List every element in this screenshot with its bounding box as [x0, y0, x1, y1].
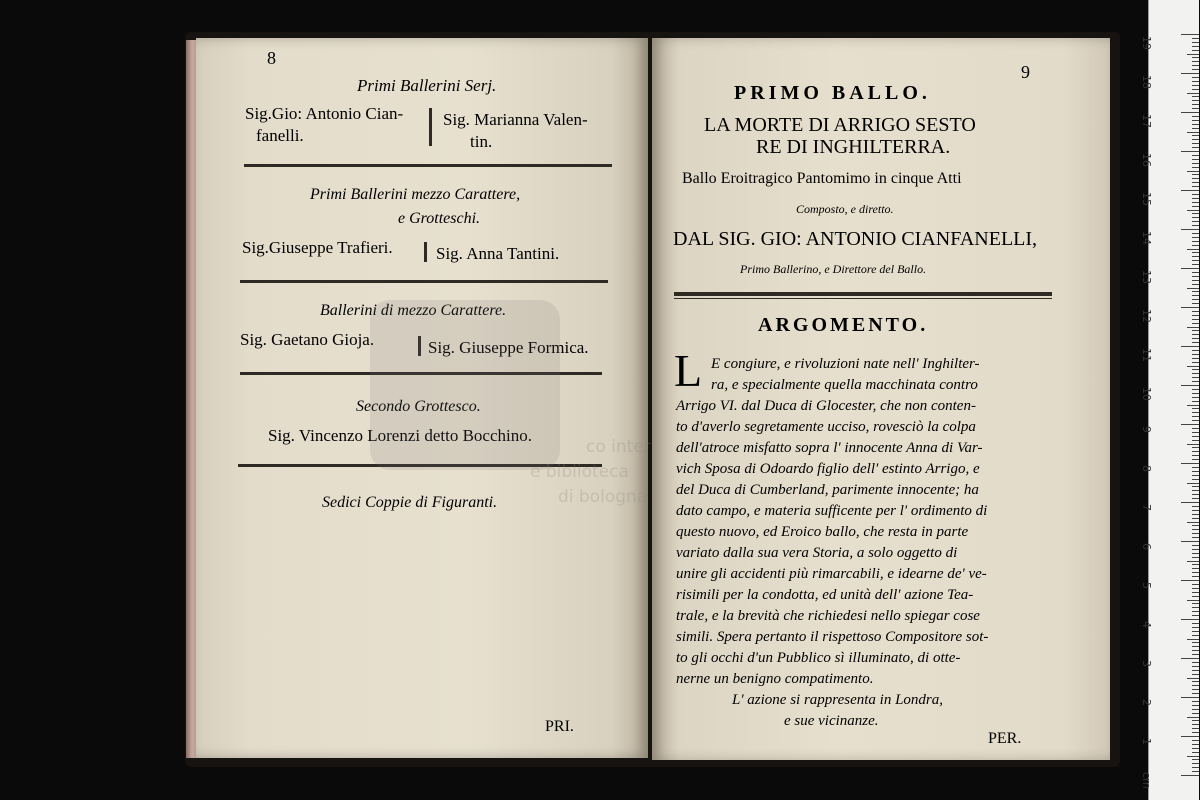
ballo-title: PRIMO BALLO. [734, 82, 931, 104]
ruler-tick [1192, 752, 1199, 753]
ruler-tick [1192, 685, 1199, 686]
ruler-tick [1192, 315, 1199, 316]
ruler-tick [1192, 124, 1199, 125]
section-heading-mezzo-grotteschi: Primi Ballerini mezzo Carattere, [310, 186, 521, 203]
left-page-number: 8 [267, 48, 276, 68]
title-rule-thin [674, 298, 1052, 299]
ruler-tick [1192, 401, 1199, 402]
ruler-tick [1192, 108, 1199, 109]
ruler-tick [1192, 568, 1199, 569]
ruler-tick [1192, 763, 1199, 764]
title-rule [674, 292, 1052, 296]
dancer-name: Sig. Gaetano Gioja. [240, 330, 375, 349]
ruler-tick [1181, 190, 1199, 191]
ruler-tick [1192, 362, 1199, 363]
figuranti-line: Sedici Coppie di Figuranti. [322, 494, 498, 511]
ruler-tick [1181, 658, 1199, 659]
ruler-tick [1192, 689, 1199, 690]
ruler-tick [1192, 358, 1199, 359]
watermark-logo [370, 300, 560, 470]
ruler-tick [1192, 323, 1199, 324]
ruler-tick [1192, 206, 1199, 207]
body-line: to gli occhi d'un Pubblico sì illuminato, di otte- [676, 650, 961, 666]
ruler-tick [1192, 646, 1199, 647]
ruler-tick [1192, 529, 1199, 530]
ballo-subtitle: RE DI INGHILTERRA. [756, 136, 951, 158]
ruler-tick [1192, 666, 1199, 667]
dancer-name: Sig. Anna Tantini. [436, 244, 560, 263]
watermark-text: co inter [586, 437, 651, 457]
column-divider [424, 242, 427, 262]
ruler-tick [1192, 490, 1199, 491]
ruler-tick [1192, 182, 1199, 183]
ruler-tick [1187, 171, 1199, 172]
ruler-tick [1192, 120, 1199, 121]
ruler-tick [1187, 327, 1199, 328]
ruler-tick [1192, 241, 1199, 242]
ruler-tick [1192, 748, 1199, 749]
ruler-tick [1187, 639, 1199, 640]
body-line: questo nuovo, ed Eroico ballo, che resta in parte [676, 524, 969, 540]
ruler-tick [1192, 350, 1199, 351]
ruler-tick [1192, 447, 1199, 448]
ruler-tick [1192, 116, 1199, 117]
ruler-tick [1192, 330, 1199, 331]
ruler-tick [1181, 112, 1199, 113]
ruler-tick [1181, 463, 1199, 464]
closing-line: L' azione si rappresenta in Londra, [732, 692, 944, 708]
ruler-tick [1192, 584, 1199, 585]
ruler-tick [1192, 100, 1199, 101]
ruler-tick [1192, 377, 1199, 378]
ruler-tick [1192, 412, 1199, 413]
dancer-name: Sig.Giuseppe Trafieri. [242, 238, 393, 257]
drop-cap: L [674, 345, 703, 396]
dancer-name: Sig. Vincenzo Lorenzi detto Bocchino. [268, 426, 532, 445]
ruler-tick [1192, 46, 1199, 47]
composed-line: Composto, e diretto. [796, 202, 894, 216]
ruler-tick [1181, 151, 1199, 152]
dancer-name-cont: tin. [470, 132, 493, 151]
ruler-tick [1187, 288, 1199, 289]
ruler-tick [1192, 615, 1199, 616]
ruler-tick [1192, 245, 1199, 246]
ruler-tick [1192, 705, 1199, 706]
body-line: nerne un benigno compatimento. [676, 671, 874, 687]
ruler-tick [1192, 674, 1199, 675]
ruler-number: 10 [1140, 387, 1153, 401]
ruler-tick [1192, 186, 1199, 187]
ruler-tick [1192, 373, 1199, 374]
ruler-tick [1187, 54, 1199, 55]
ruler-tick [1192, 178, 1199, 179]
ruler-tick [1192, 767, 1199, 768]
ruler-number: 3 [1140, 660, 1153, 667]
ruler-tick [1192, 596, 1199, 597]
ruler-tick [1192, 311, 1199, 312]
ruler-number: 2 [1140, 699, 1153, 706]
ruler-tick [1192, 104, 1199, 105]
ruler-tick [1187, 444, 1199, 445]
ruler-number: 18 [1140, 75, 1153, 89]
ruler-tick [1192, 96, 1199, 97]
ruler-tick [1192, 393, 1199, 394]
ruler-tick [1192, 233, 1199, 234]
ruler-tick [1192, 128, 1199, 129]
ruler-tick [1192, 155, 1199, 156]
ruler-tick [1181, 697, 1199, 698]
body-line: dato campo, e materia sufficente per l' ordimento di [676, 503, 988, 519]
left-catchword: PRI. [545, 718, 574, 735]
ruler-tick [1192, 354, 1199, 355]
ruler-number: 11 [1140, 348, 1153, 362]
ruler-tick [1181, 73, 1199, 74]
section-heading-cont: e Grotteschi. [398, 210, 481, 227]
ruler-tick [1192, 319, 1199, 320]
ruler-tick [1192, 662, 1199, 663]
ruler-tick [1187, 210, 1199, 211]
ruler-number: 7 [1140, 504, 1153, 511]
ruler-tick [1192, 217, 1199, 218]
ruler-tick [1192, 471, 1199, 472]
ruler-tick [1187, 756, 1199, 757]
ruler-tick [1192, 627, 1199, 628]
ruler-tick [1187, 366, 1199, 367]
ruler-tick [1192, 225, 1199, 226]
ruler-tick [1181, 502, 1199, 503]
ruler-tick [1192, 432, 1199, 433]
ruler-tick [1192, 397, 1199, 398]
ruler-tick [1192, 420, 1199, 421]
ruler-tick [1192, 381, 1199, 382]
ruler-tick [1192, 50, 1199, 51]
ruler-tick [1192, 732, 1199, 733]
ruler-tick [1192, 744, 1199, 745]
ruler-tick [1192, 299, 1199, 300]
ruler-tick [1192, 701, 1199, 702]
section-heading-primi-serj: Primi Ballerini Serj. [357, 76, 497, 95]
ruler-tick [1192, 475, 1199, 476]
ruler-tick [1192, 440, 1199, 441]
ruler-tick [1192, 654, 1199, 655]
ruler-unit: cm [1140, 772, 1153, 789]
ruler-tick [1192, 498, 1199, 499]
body-line: simili. Spera pertanto il rispettoso Compositore sot- [676, 629, 989, 645]
ruler-tick [1192, 537, 1199, 538]
ruler-tick [1192, 479, 1199, 480]
ruler-tick [1181, 619, 1199, 620]
author-role: Primo Ballerino, e Direttore del Ballo. [740, 262, 927, 276]
body-line: trale, e la brevità che richiedesi nello spiegar cose [676, 608, 980, 624]
ruler-tick [1192, 720, 1199, 721]
ruler-tick [1192, 221, 1199, 222]
ruler-tick [1192, 194, 1199, 195]
ruler-tick [1192, 451, 1199, 452]
ruler-tick [1192, 545, 1199, 546]
watermark-text: di bologna [558, 487, 648, 507]
ruler-tick [1192, 89, 1199, 90]
body-line: del Duca di Cumberland, parimente innocente; ha [676, 482, 979, 498]
ruler-tick [1187, 93, 1199, 94]
ruler-tick [1192, 256, 1199, 257]
ruler-tick [1192, 564, 1199, 565]
ruler-tick [1181, 346, 1199, 347]
body-line: vich Sposa di Odoardo figlio dell' estinto Arrigo, e [676, 461, 980, 477]
ruler-tick [1181, 736, 1199, 737]
ruler-tick [1192, 69, 1199, 70]
ruler-tick [1192, 713, 1199, 714]
body-line: ra, e specialmente quella macchinata contro [711, 377, 978, 393]
ruler-tick [1192, 709, 1199, 710]
measurement-ruler [1140, 0, 1199, 800]
section-divider [244, 164, 612, 167]
ruler-tick [1192, 436, 1199, 437]
ruler-number: 9 [1140, 426, 1153, 433]
ruler-tick [1192, 174, 1199, 175]
ruler-tick [1187, 561, 1199, 562]
ruler-tick [1192, 280, 1199, 281]
ruler-tick [1192, 284, 1199, 285]
ruler-tick [1192, 369, 1199, 370]
ruler-tick [1192, 416, 1199, 417]
ruler-tick [1192, 252, 1199, 253]
ruler-tick [1192, 147, 1199, 148]
body-line: to d'averlo segretamente ucciso, rovesciò la colpa [676, 419, 976, 435]
dancer-name: Sig. Giuseppe Formica. [428, 338, 589, 357]
ruler-tick [1192, 650, 1199, 651]
ruler-tick [1192, 740, 1199, 741]
section-heading-ballerini-mezzo: Ballerini di mezzo Carattere. [320, 302, 507, 319]
ruler-number: 15 [1140, 192, 1153, 206]
ruler-tick [1192, 510, 1199, 511]
dancer-name: Sig.Gio: Antonio Cian- [245, 104, 404, 123]
ruler-tick [1192, 198, 1199, 199]
ruler-tick [1192, 81, 1199, 82]
ruler-tick [1192, 213, 1199, 214]
ruler-tick [1192, 61, 1199, 62]
ruler-tick [1181, 307, 1199, 308]
ruler-tick [1192, 143, 1199, 144]
ballo-description: Ballo Eroitragico Pantomimo in cinque Atti [682, 170, 962, 187]
ruler-tick [1192, 525, 1199, 526]
ruler-tick [1192, 77, 1199, 78]
ruler-tick [1192, 724, 1199, 725]
body-line: dell'atroce misfatto sopra l' innocente Anna di Var- [676, 440, 983, 456]
ruler-tick [1181, 775, 1199, 776]
ruler-tick [1187, 483, 1199, 484]
ruler-tick [1192, 163, 1199, 164]
author-line: DAL SIG. GIO: ANTONIO CIANFANELLI, [673, 228, 1038, 250]
ruler-tick [1192, 303, 1199, 304]
ruler-tick [1192, 681, 1199, 682]
ruler-tick [1192, 670, 1199, 671]
ruler-tick [1192, 237, 1199, 238]
section-heading-secondo-grottesco: Secondo Grottesco. [356, 398, 481, 415]
ruler-tick [1192, 38, 1199, 39]
right-catchword: PER. [988, 730, 1022, 747]
ruler-tick [1192, 631, 1199, 632]
argomento-heading: ARGOMENTO. [758, 314, 929, 336]
closing-line: e sue vicinanze. [784, 713, 879, 729]
ruler-tick [1181, 424, 1199, 425]
right-page-number: 9 [1021, 62, 1030, 82]
ruler-number: 8 [1140, 465, 1153, 472]
ruler-tick [1192, 42, 1199, 43]
ruler-tick [1192, 389, 1199, 390]
body-line: variato dalla sua vera Storia, a solo oggetto di [676, 545, 958, 561]
ruler-tick [1192, 611, 1199, 612]
ruler-tick [1187, 678, 1199, 679]
ruler-tick [1192, 342, 1199, 343]
ruler-tick [1192, 506, 1199, 507]
ruler-number: 16 [1140, 153, 1153, 167]
ruler-tick [1192, 159, 1199, 160]
ruler-tick [1192, 728, 1199, 729]
body-line: risimili per la condotta, ed unità dell' azione Tea- [676, 587, 974, 603]
body-line: E congiure, e rivoluzioni nate nell' Inghilter- [711, 356, 980, 372]
ruler-tick [1187, 600, 1199, 601]
ruler-tick [1192, 276, 1199, 277]
ruler-number: 12 [1140, 309, 1153, 323]
ruler-tick [1192, 202, 1199, 203]
ruler-tick [1192, 65, 1199, 66]
ruler-tick [1181, 34, 1199, 35]
ruler-tick [1192, 428, 1199, 429]
ruler-tick [1192, 635, 1199, 636]
ruler-tick [1187, 405, 1199, 406]
ruler-tick [1192, 553, 1199, 554]
ruler-tick [1187, 522, 1199, 523]
ruler-number: 1 [1140, 738, 1153, 745]
ruler-tick [1192, 557, 1199, 558]
ruler-tick [1192, 167, 1199, 168]
ruler-tick [1192, 264, 1199, 265]
ruler-tick [1192, 459, 1199, 460]
ruler-tick [1187, 249, 1199, 250]
ruler-number: 19 [1140, 36, 1153, 50]
ruler-tick [1192, 408, 1199, 409]
dancer-name-cont: fanelli. [256, 126, 304, 145]
ruler-tick [1192, 588, 1199, 589]
ruler-tick [1187, 717, 1199, 718]
ruler-tick [1192, 514, 1199, 515]
ruler-tick [1187, 132, 1199, 133]
ruler-tick [1192, 272, 1199, 273]
ruler-tick [1181, 541, 1199, 542]
ruler-tick [1192, 771, 1199, 772]
watermark-text: e biblioteca [530, 462, 629, 482]
ruler-tick [1192, 549, 1199, 550]
ruler-number: 6 [1140, 543, 1153, 550]
column-divider [429, 108, 432, 146]
ruler-tick [1192, 607, 1199, 608]
ruler-tick [1192, 57, 1199, 58]
dancer-name: Sig. Marianna Valen- [443, 110, 588, 129]
ruler-tick [1192, 139, 1199, 140]
ruler-tick [1181, 385, 1199, 386]
ruler-number: 17 [1140, 114, 1153, 128]
section-divider [240, 280, 608, 283]
ruler-tick [1181, 580, 1199, 581]
ruler-tick [1192, 494, 1199, 495]
ballo-subtitle: LA MORTE DI ARRIGO SESTO [704, 114, 976, 136]
ruler-tick [1192, 334, 1199, 335]
ruler-tick [1192, 603, 1199, 604]
ruler-tick [1192, 759, 1199, 760]
ruler-tick [1192, 295, 1199, 296]
ruler-tick [1192, 260, 1199, 261]
ruler-tick [1181, 229, 1199, 230]
ruler-tick [1192, 85, 1199, 86]
ruler-number: 4 [1140, 621, 1153, 628]
ruler-tick [1192, 592, 1199, 593]
body-line: unire gli accidenti più rimarcabili, e idearne de' ve- [676, 566, 987, 582]
ruler-tick [1181, 268, 1199, 269]
ruler-number: 5 [1140, 582, 1153, 589]
ruler-tick [1192, 518, 1199, 519]
ruler-tick [1192, 455, 1199, 456]
ruler-tick [1192, 291, 1199, 292]
ruler-tick [1192, 623, 1199, 624]
ruler-tick [1192, 642, 1199, 643]
ruler-tick [1192, 533, 1199, 534]
ruler-tick [1192, 486, 1199, 487]
ruler-tick [1192, 467, 1199, 468]
ruler-number: 14 [1140, 231, 1153, 245]
body-line: Arrigo VI. dal Duca di Glocester, che non conten- [676, 398, 976, 414]
ruler-tick [1192, 135, 1199, 136]
ruler-tick [1192, 576, 1199, 577]
ruler-tick [1192, 338, 1199, 339]
ruler-tick [1192, 693, 1199, 694]
ruler-number: 13 [1140, 270, 1153, 284]
ruler-tick [1192, 572, 1199, 573]
